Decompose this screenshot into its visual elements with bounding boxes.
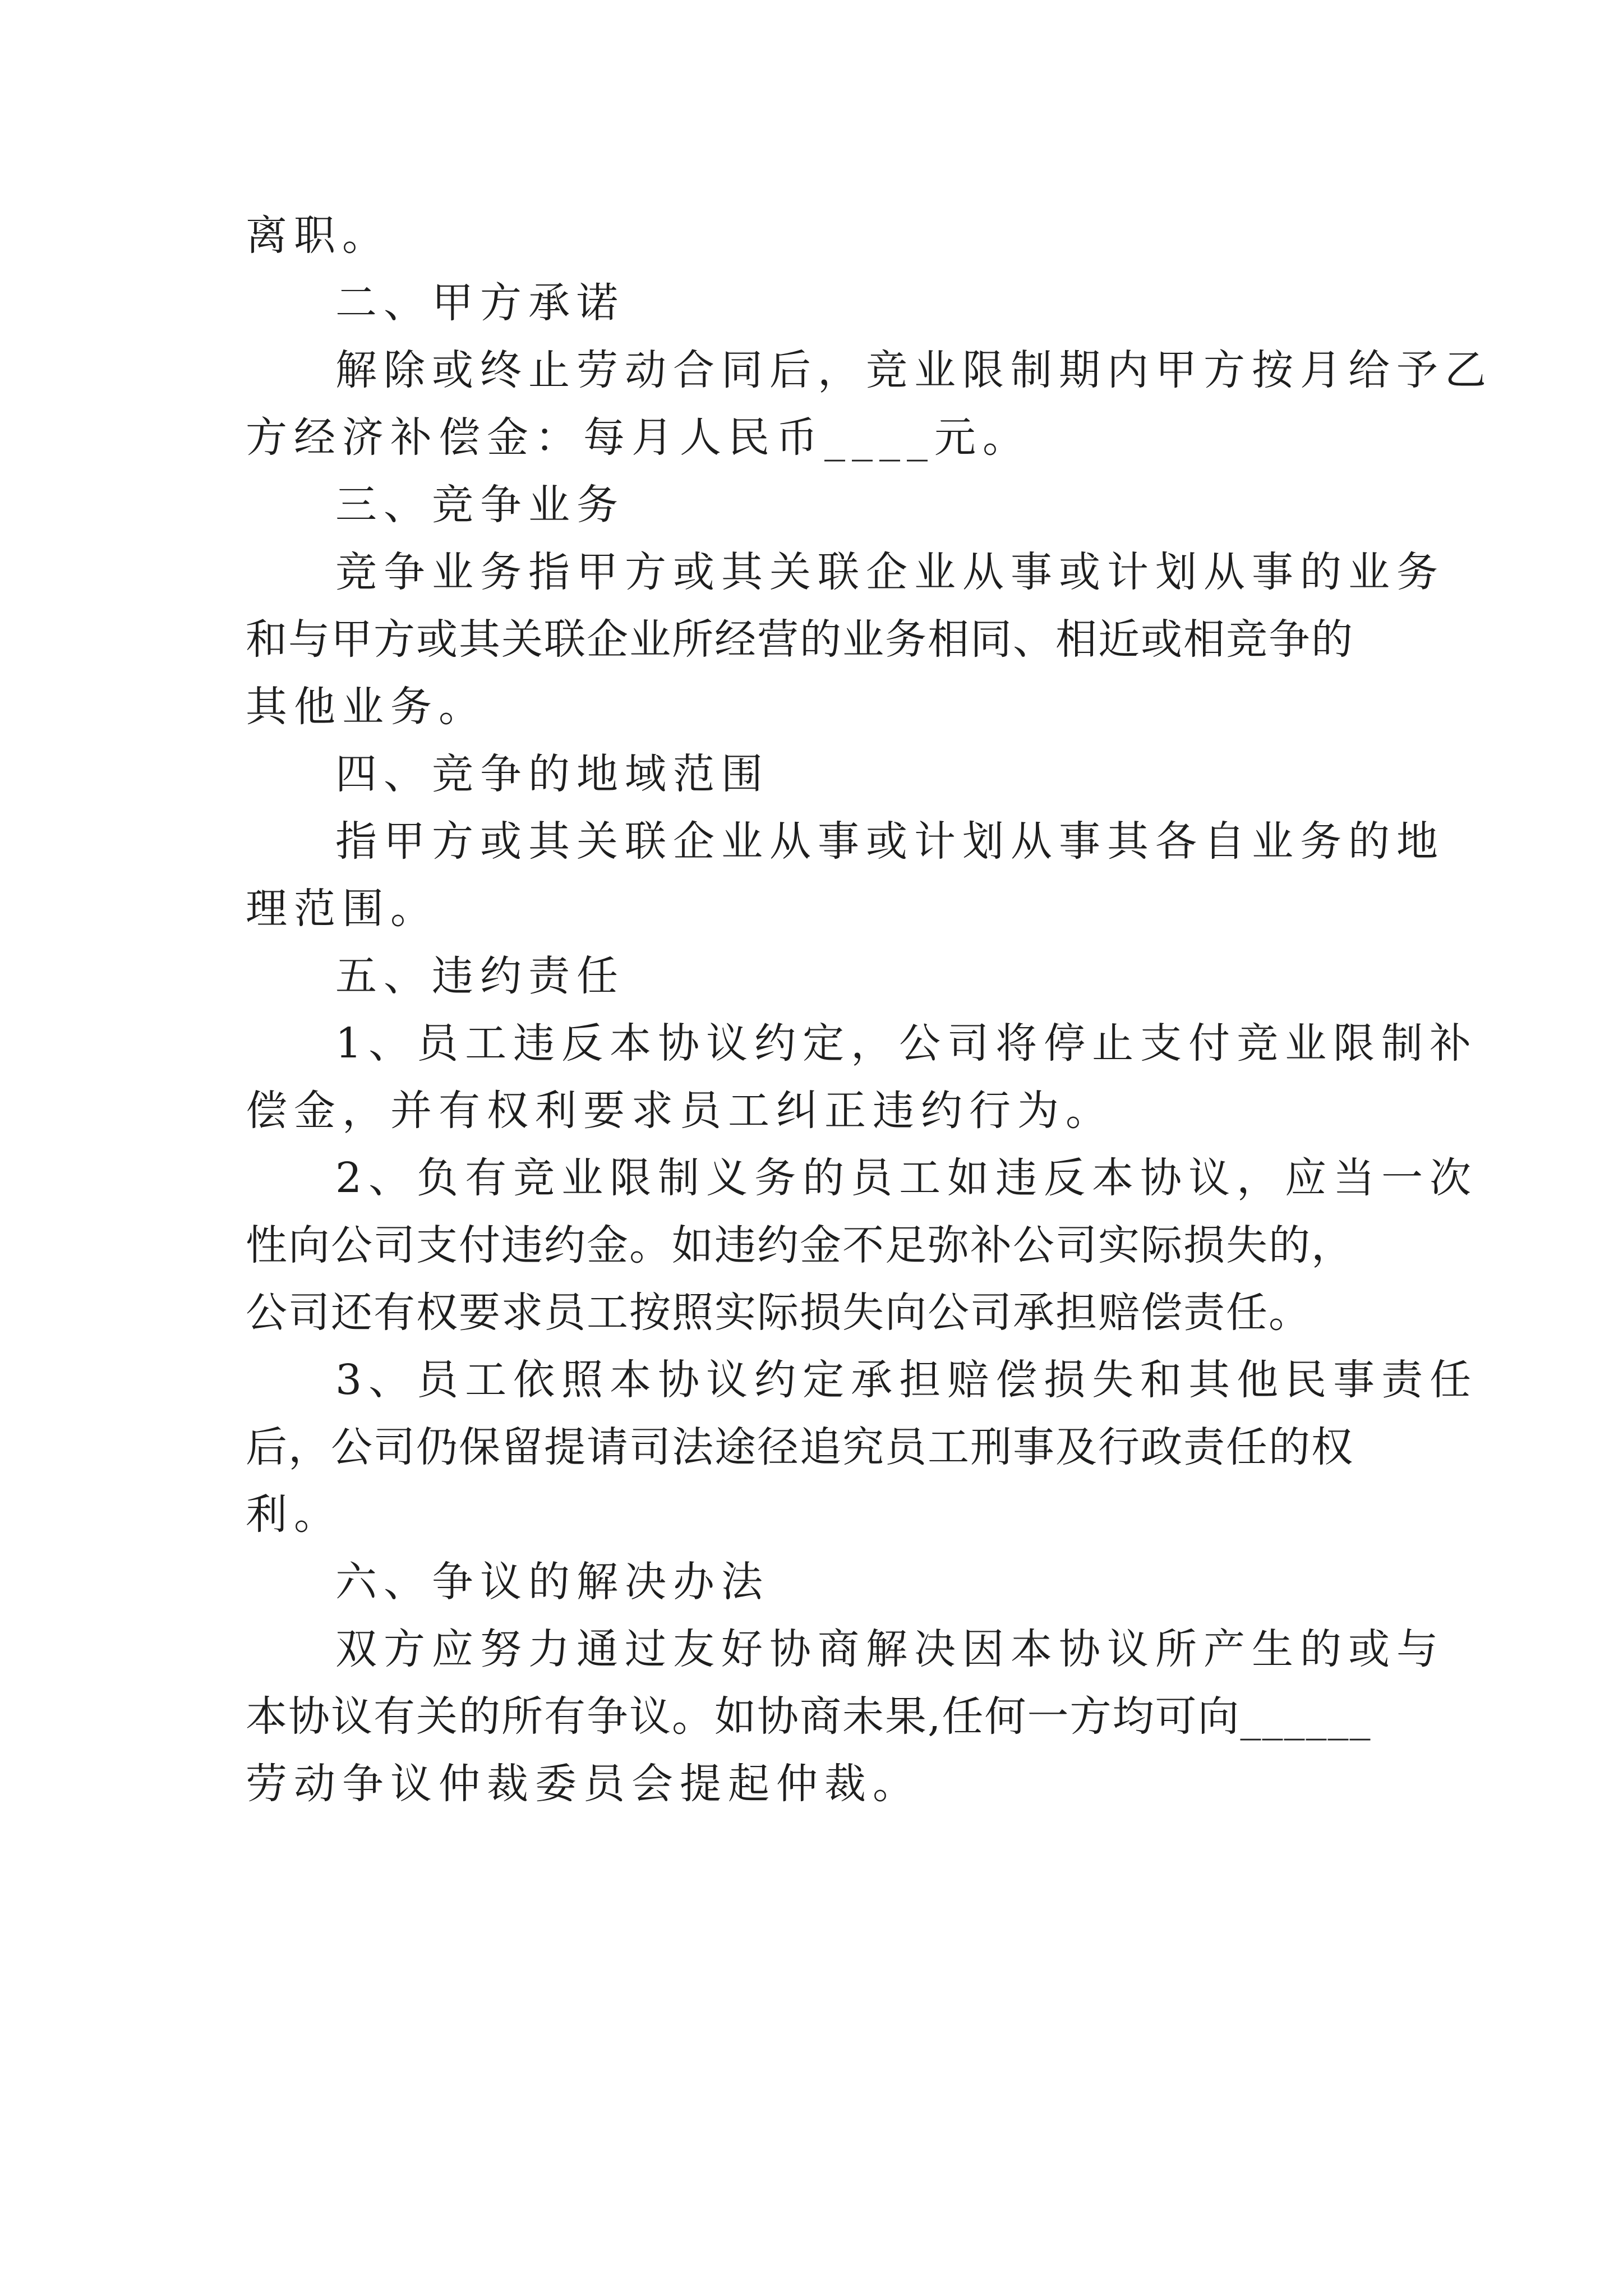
text-line: 竞争业务指甲方或其关联企业从事或计划从事的业务 [335,548,1445,596]
text-line: 利。 [246,1490,342,1539]
text-line: 方经济补偿金：每月人民币____元。 [246,413,1031,462]
text-line: 2、负有竞业限制义务的员工如违反本协议，应当一次 [335,1154,1478,1202]
section-heading: 五、违约责任 [335,952,625,1000]
text-line: 和与甲方或其关联企业所经营的业务相同、相近或相竞争的 [246,615,1354,664]
text-line: 指甲方或其关联企业从事或计划从事其各自业务的地 [335,817,1445,866]
text-line: 劳动争议仲裁委员会提起仲裁。 [246,1760,921,1808]
text-line: 1、员工违反本协议约定，公司将停止支付竞业限制补 [335,1019,1478,1068]
text-line: 公司还有权要求员工按照实际损失向公司承担赔偿责任。 [246,1289,1311,1337]
text-line: 性向公司支付违约金。如违约金不足弥补公司实际损失的， [246,1221,1354,1269]
text-line: 离职。 [246,211,390,260]
section-heading: 二、甲方承诺 [335,279,625,327]
text-line: 3、员工依照本协议约定承担赔偿损失和其他民事责任 [335,1356,1478,1404]
text-line: 双方应努力通过友好协商解决因本协议所产生的或与 [335,1625,1445,1673]
document-body [246,202,1493,1818]
text-line: 后，公司仍保留提请司法途径追究员工刑事及行政责任的权 [246,1423,1354,1471]
section-heading: 三、竞争业务 [335,481,625,529]
text-line: 其他业务。 [246,683,487,731]
section-heading: 六、争议的解决办法 [335,1558,769,1606]
text-line: 解除或终止劳动合同后，竞业限制期内甲方按月给予乙 [335,346,1493,394]
text-line: 理范围。 [246,885,439,933]
text-line: 本协议有关的所有争议。如协商未果,任何一方均可向______ [246,1692,1372,1741]
text-line: 偿金，并有权利要求员工纠正违约行为。 [246,1087,1114,1135]
section-heading: 四、竞争的地域范围 [335,750,769,798]
